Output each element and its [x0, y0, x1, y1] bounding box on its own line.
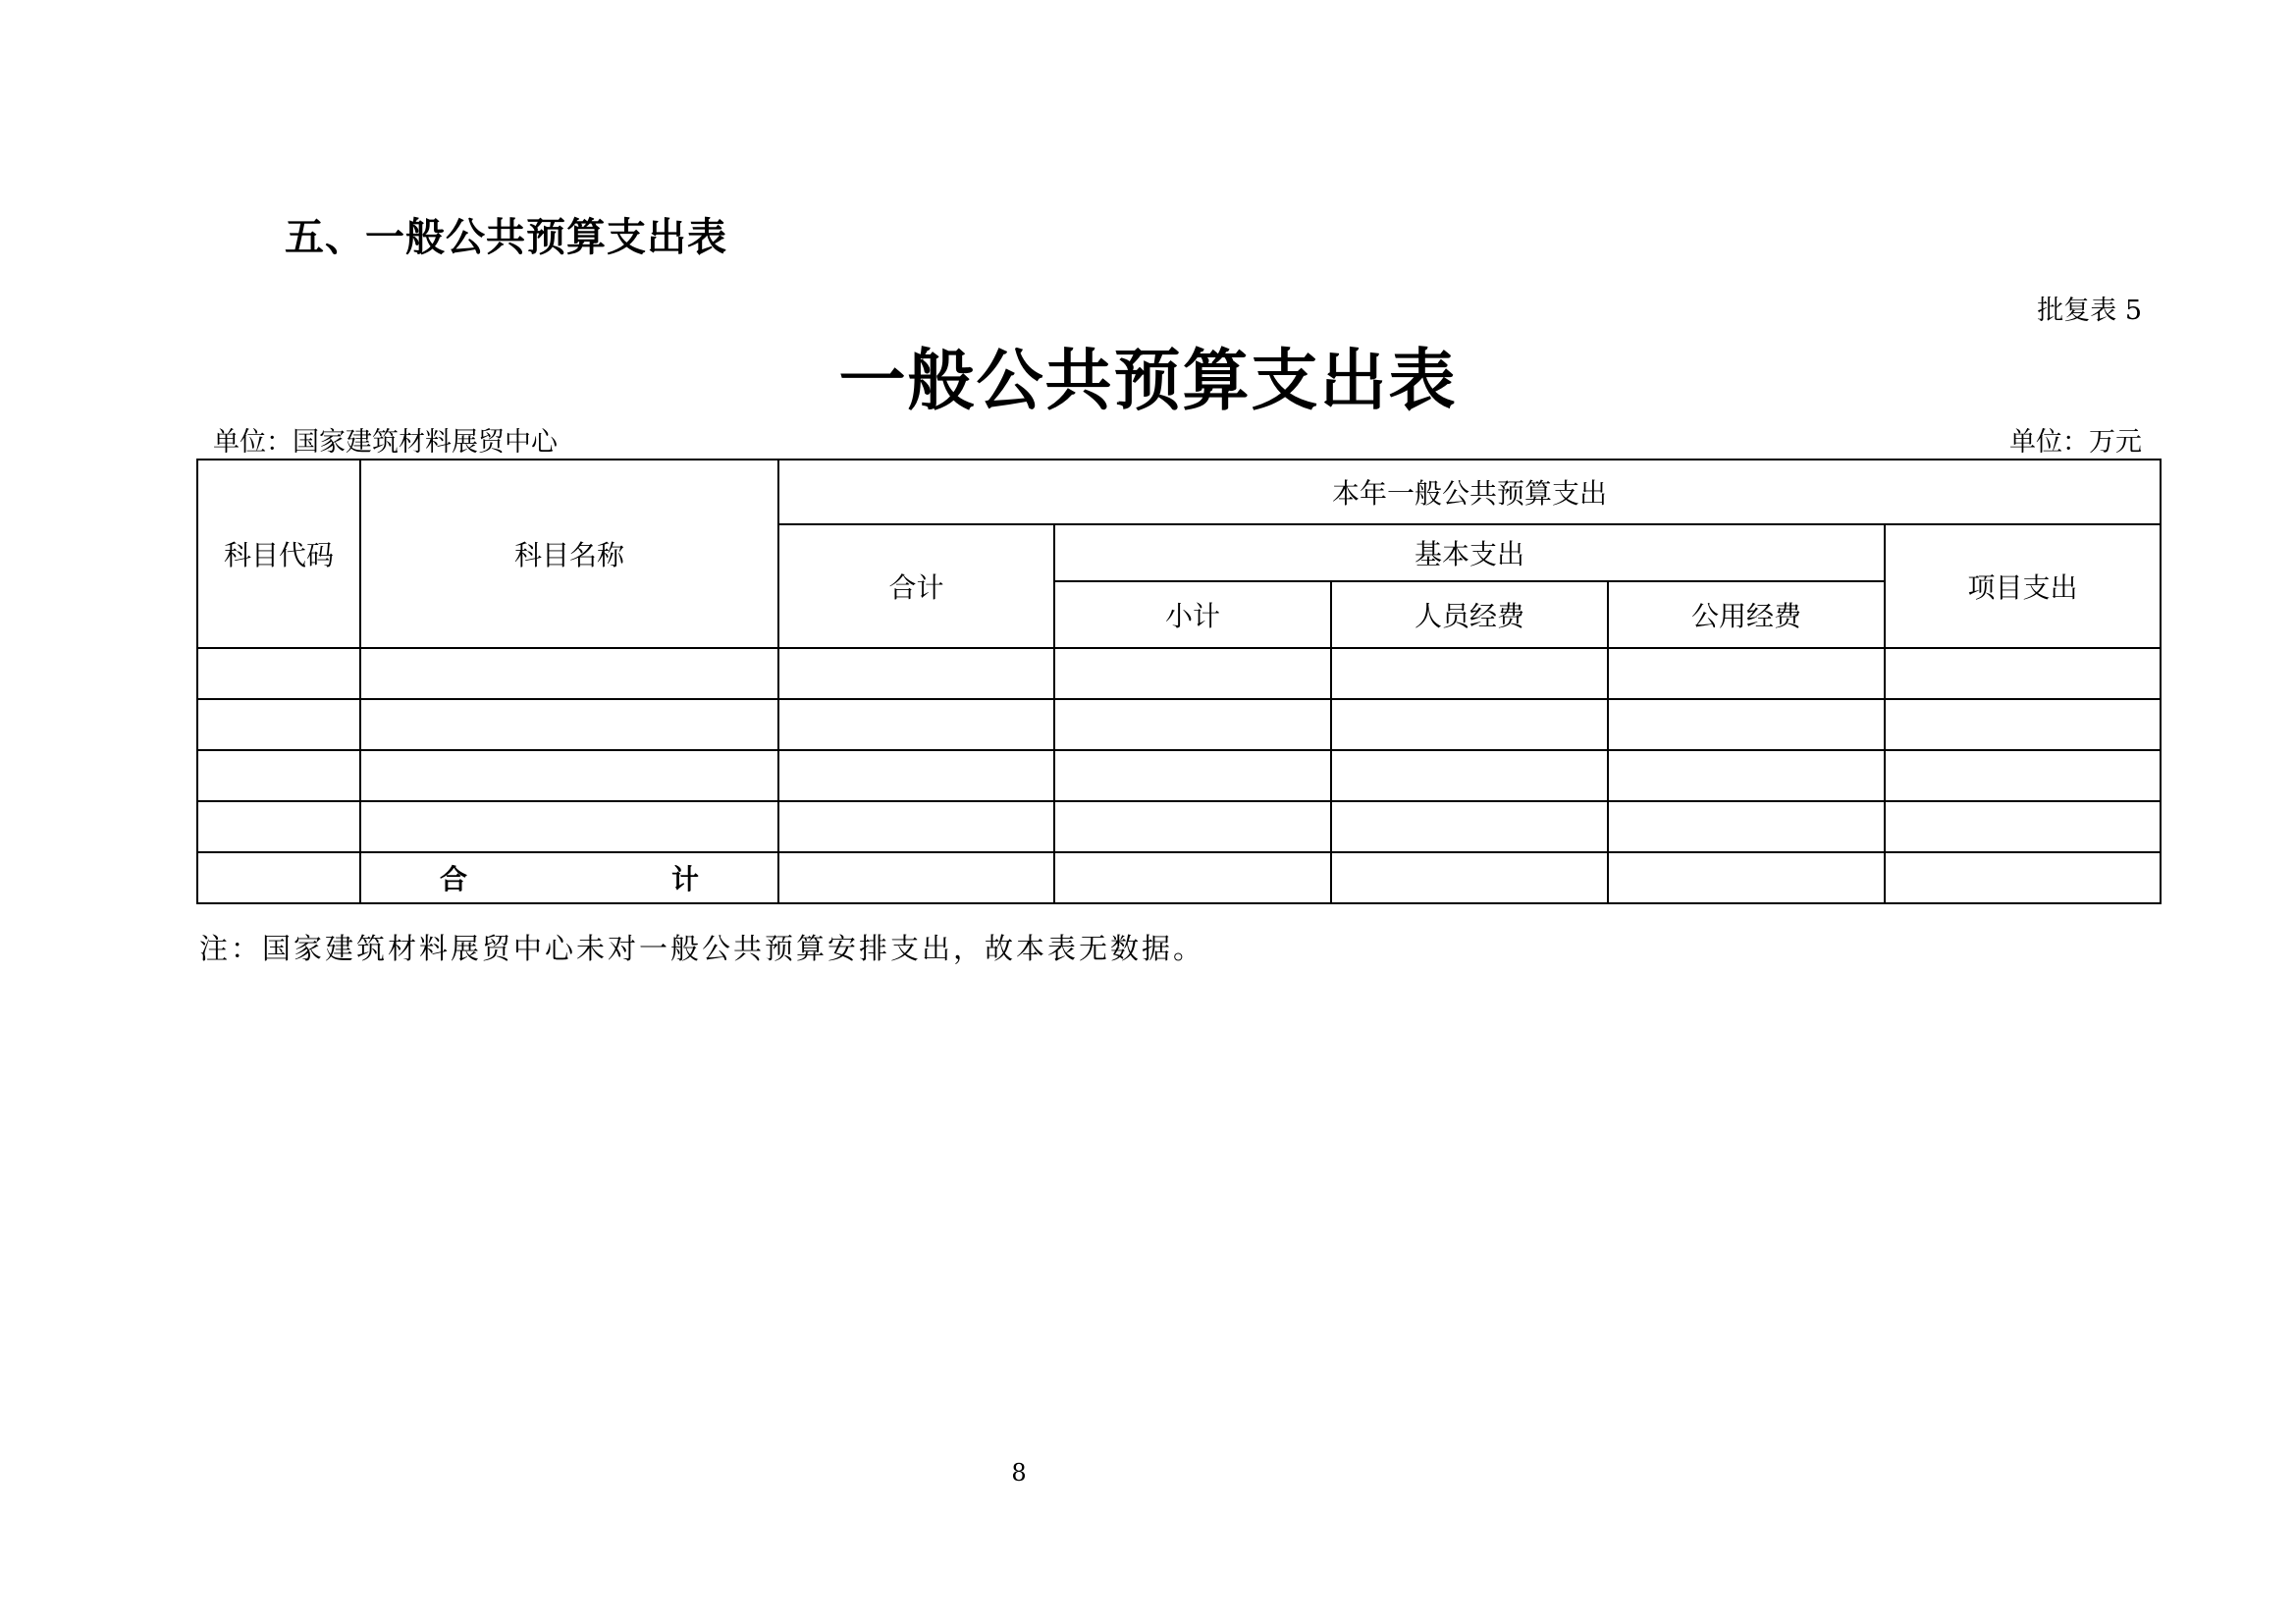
table-cell — [778, 750, 1054, 801]
table-cell — [1608, 750, 1885, 801]
table-cell — [1331, 699, 1608, 750]
table-cell — [1885, 648, 2161, 699]
table-cell — [360, 699, 778, 750]
header-subtotal: 小计 — [1054, 581, 1331, 648]
table-cell — [1331, 801, 1608, 852]
table-cell — [1054, 750, 1331, 801]
table-title: 一般公共预算支出表 — [838, 342, 1458, 420]
table-cell — [1331, 750, 1608, 801]
table-cell — [1885, 801, 2161, 852]
table-cell — [1054, 699, 1331, 750]
total-value-cell — [778, 852, 1054, 903]
table-cell — [1885, 699, 2161, 750]
budget-expenditure-table — [196, 459, 2162, 904]
table-cell — [1885, 750, 2161, 801]
section-heading: 五、一般公共预算支出表 — [285, 215, 727, 260]
table-cell — [778, 699, 1054, 750]
table-row — [197, 750, 2161, 801]
table-cell — [1331, 648, 1608, 699]
table-cell — [197, 750, 360, 801]
total-code-cell — [197, 852, 360, 903]
header-project-expenditure: 项目支出 — [1885, 524, 2161, 648]
currency-unit: 单位：万元 — [2009, 427, 2142, 458]
total-value-cell — [1608, 852, 1885, 903]
total-value-cell — [1331, 852, 1608, 903]
total-label-left: 合 — [440, 863, 468, 895]
table-note: 注：国家建筑材料展贸中心未对一般公共预算安排支出，故本表无数据。 — [199, 932, 1205, 965]
table-cell — [360, 801, 778, 852]
total-label-right: 计 — [670, 863, 699, 895]
header-subject-name: 科目名称 — [360, 460, 778, 648]
total-value-cell — [1885, 852, 2161, 903]
total-label — [361, 858, 777, 897]
table-cell — [778, 801, 1054, 852]
page-number: 8 — [1011, 1459, 1027, 1487]
table-cell — [197, 699, 360, 750]
header-personnel-expense: 人员经费 — [1331, 581, 1608, 648]
table-row — [197, 801, 2161, 852]
table-cell — [360, 648, 778, 699]
total-label-cell — [360, 852, 778, 903]
total-value-cell — [1054, 852, 1331, 903]
header-basic-expenditure: 基本支出 — [1054, 524, 1885, 581]
table-cell — [1608, 801, 1885, 852]
table-cell — [778, 648, 1054, 699]
header-total: 合计 — [778, 524, 1054, 648]
header-subject-code: 科目代码 — [197, 460, 360, 648]
table-cell — [1608, 648, 1885, 699]
reporting-unit: 单位：国家建筑材料展贸中心 — [213, 427, 558, 458]
table-cell — [1054, 801, 1331, 852]
header-annual-expenditure: 本年一般公共预算支出 — [778, 460, 2161, 524]
table-cell — [1054, 648, 1331, 699]
table-cell — [360, 750, 778, 801]
table-row — [197, 699, 2161, 750]
form-number: 批复表 5 — [2037, 296, 2142, 326]
header-row-1 — [197, 460, 2161, 524]
total-row — [197, 852, 2161, 903]
table-cell — [197, 801, 360, 852]
table-cell — [1608, 699, 1885, 750]
table-row — [197, 648, 2161, 699]
header-public-expense: 公用经费 — [1608, 581, 1885, 648]
table-cell — [197, 648, 360, 699]
